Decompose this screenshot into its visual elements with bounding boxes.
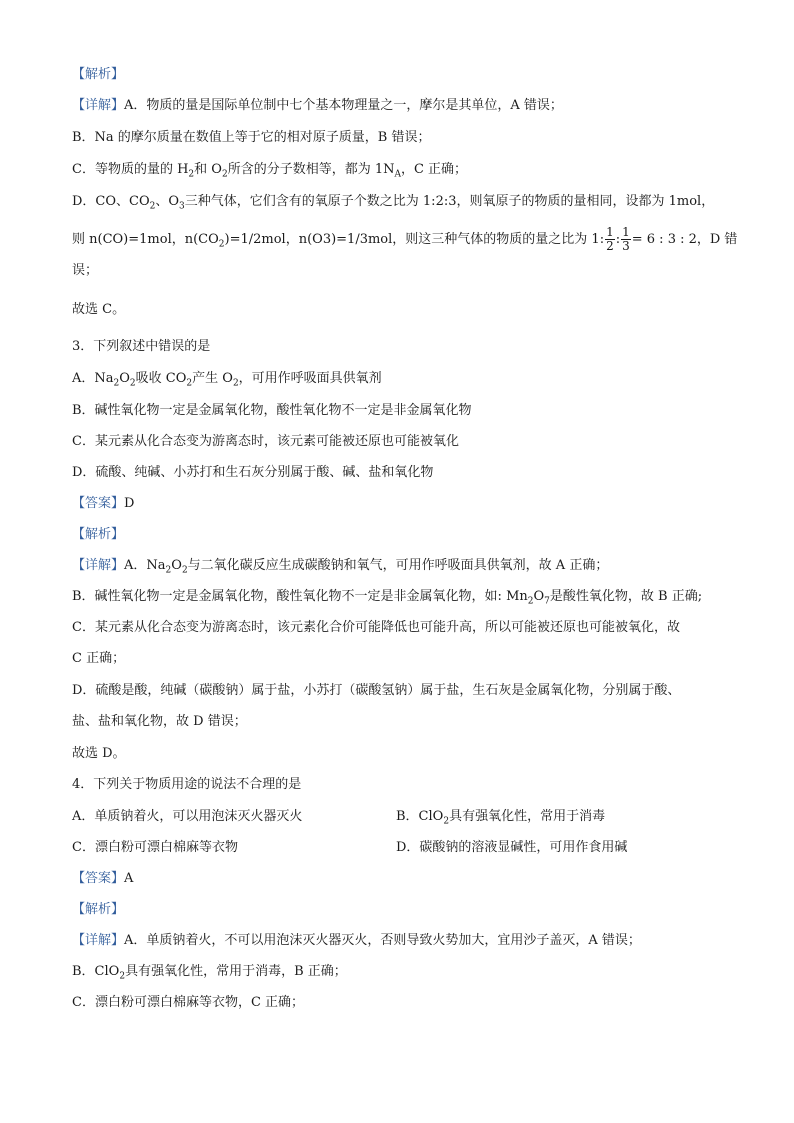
q3-detail-d-line2: 盐、盐和氧化物，故 D 错误； (72, 714, 247, 729)
q3-detail-c-line1: C．某元素从化合态变为游离态时，该元素化合价可能降低也可能升高，所以可能被还原也可能被氧化，故 (72, 620, 680, 635)
q3-option-d: D．硫酸、纯碱、小苏打和生石灰分别属于酸、碱、盐和氧化物 (72, 465, 434, 480)
q3-analysis-tag: 【解析】 (72, 527, 125, 542)
q3-option-c: C．某元素从化合态变为游离态时，该元素可能被还原也可能被氧化 (72, 434, 459, 449)
q3-question: 3．下列叙述中错误的是 (72, 339, 211, 354)
q2-analysis-tag: 【解析】 (72, 67, 125, 82)
q4-option-b: B．ClO$_2$具有强氧化性，常用于消毒 (396, 809, 606, 827)
q3-option-b: B．碱性氧化物一定是金属氧化物，酸性氧化物不一定是非金属氧化物 (72, 403, 472, 418)
q3-detail-a: 【详解】A．$Na_2O_2$与二氧化碳反应生成碳酸钠和氧气，可用作呼吸面具供氧剂，故 A 正确； (72, 558, 609, 576)
q2-detail-d-line1: D．CO、$CO_2$、$O_3$三种气体，它们含有的氧原子个数之比为 1:2:3，则氧原子的物质的量相同，设都为 1mol， (72, 194, 715, 212)
q2-detail-d-line3: 误； (72, 263, 99, 278)
q3-answer: 【答案】D (72, 496, 135, 511)
q2-conclusion: 故选 C。 (72, 302, 126, 317)
q4-question: 4．下列关于物质用途的说法不合理的是 (72, 777, 302, 792)
q3-conclusion: 故选 D。 (72, 746, 126, 761)
q4-analysis-tag: 【解析】 (72, 902, 125, 917)
q4-option-c: C．漂白粉可漂白棉麻等衣物 (72, 840, 238, 855)
q4-option-a: A．单质钠着火，可以用泡沫灭火器灭火 (72, 809, 303, 824)
fraction-one-third: $\frac{1}{3}$ (622, 225, 630, 253)
fraction-one-half: $\frac{1}{2}$ (606, 225, 614, 253)
q3-detail-c-line2: C 正确； (72, 651, 126, 666)
q4-answer: 【答案】A (72, 871, 134, 886)
q3-detail-b: B．碱性氧化物一定是金属氧化物，酸性氧化物不一定是非金属氧化物，如: $Mn_2O_7$是酸性氧化物，故 B 正确; (72, 589, 703, 607)
q2-detail-c: C．等物质的量的 $H_2$和 $O_2$所含的分子数相等，都为 $1N_A$，C 正确； (72, 162, 468, 180)
q4-detail-c: C．漂白粉可漂白棉麻等衣物，C 正确； (72, 995, 305, 1010)
q3-option-a: A．$Na_2O_2$吸收 $CO_2$产生 $O_2$，可用作呼吸面具供氧剂 (72, 371, 382, 389)
q4-detail-a: 【详解】A．单质钠着火，不可以用泡沫灭火器灭火，否则导致火势加大，宜用沙子盖灭，A 错误； (72, 933, 641, 948)
q2-detail-a: 【详解】A．物质的量是国际单位制中七个基本物理量之一，摩尔是其单位，A 错误； (72, 98, 563, 113)
q4-detail-b: B．ClO$_2$具有强氧化性，常用于消毒，B 正确； (72, 964, 347, 982)
q2-detail-b: B．Na 的摩尔质量在数值上等于它的相对原子质量，B 错误； (72, 130, 431, 145)
q3-detail-d-line1: D．硫酸是酸，纯碱（碳酸钠）属于盐，小苏打（碳酸氢钠）属于盐，生石灰是金属氧化物，分别属于酸、 (72, 683, 681, 698)
q2-detail-d-line2: 则 n(CO)=1mol，$n(CO_2)=1/2mol$，n(O3)=1/3mol，则这三种气体的物质的量之比为 1: $\frac{1}{2}$ : $\frac{1}{3}$ = 6 : 3 : 2，D 错 (72, 225, 738, 253)
q4-option-d: D．碳酸钠的溶液显碱性，可用作食用碱 (396, 840, 628, 855)
